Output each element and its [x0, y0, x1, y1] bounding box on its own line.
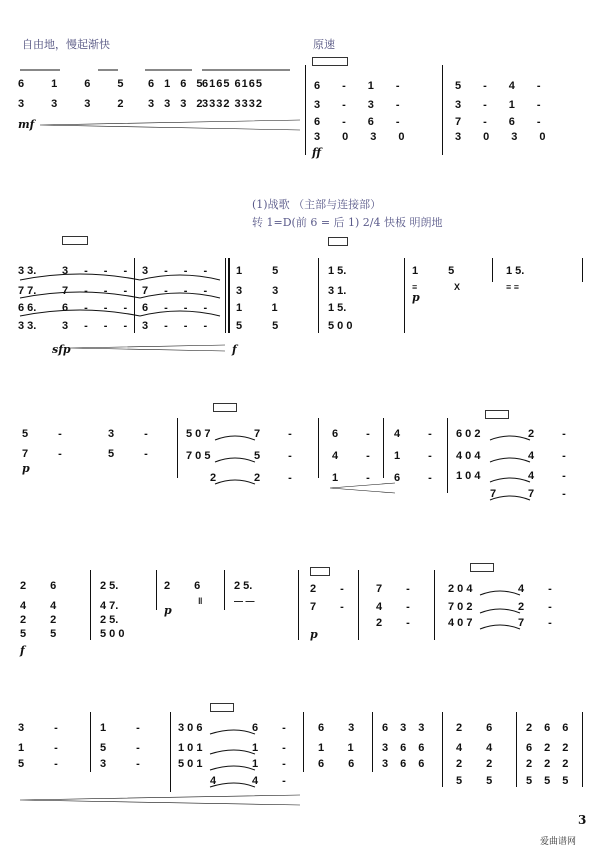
row3-v1-m4: 7- [254, 428, 320, 440]
row5-v1-m2: 1- [100, 722, 170, 734]
row2-v1-m7: 1 5. [506, 265, 525, 277]
row3-v2-m6: 1- [394, 450, 460, 462]
row3-v3-m5: 1- [332, 472, 398, 484]
row5-v2-m3: 1 0 1 [178, 742, 203, 754]
row2-v4-m3: 3--- [142, 320, 224, 332]
row5-v1-m6: 633 [382, 722, 437, 734]
row3-v2-m2: 5- [108, 448, 178, 460]
dynamic-sfp: sfp [52, 343, 71, 356]
row5-v3-m2: 3- [100, 758, 170, 770]
dynamic-f: f [20, 644, 25, 657]
row4-v2-m6: 4- [376, 601, 434, 613]
row5-v2-m8: 622 [526, 742, 581, 754]
row3-v3-m3: 2 [210, 472, 217, 484]
row4-v3-m7: 4 0 7 [448, 617, 473, 629]
dynamic-p: p [310, 628, 318, 641]
row5-v3-m6: 366 [382, 758, 437, 770]
row4-v1-m6: 7- [376, 583, 434, 595]
dynamic-f: f [232, 343, 237, 356]
row1-m4-v1: 6-1- [314, 80, 422, 92]
tempo-marking-left: 自由地，慢起渐快 [22, 38, 110, 51]
row5-v3-m5: 66 [318, 758, 379, 770]
row2-v3-m5: 1 5. [328, 302, 347, 314]
row3-v4-m8: 7- [528, 488, 594, 500]
row4-v2-m2: 4 7. [100, 600, 119, 612]
row2-x-mark: X [454, 282, 461, 292]
row2-tremolo-2: ≡ ≡ [506, 282, 520, 292]
row4-v2-m7: 7 0 2 [448, 601, 473, 613]
row2-v2-m1: 7 7. [18, 285, 37, 297]
row4-v4-m2: 5 0 0 [100, 628, 125, 640]
row4-tremolo-2: — — [234, 596, 255, 606]
row5-v1-m5: 63 [318, 722, 379, 734]
row2-v2-m5: 3 1. [328, 285, 347, 297]
row5-v3-m3: 5 0 1 [178, 758, 203, 770]
row4-v1-m1: 26 [20, 580, 81, 592]
row4-v3-m6: 2- [376, 617, 434, 629]
row2-v1-m2: 3--- [62, 265, 144, 277]
row3-v2-m5: 4- [332, 450, 398, 462]
row4-v1-m2: 2 5. [100, 580, 119, 592]
row1-m5-v4: 3030 [455, 131, 568, 143]
row5-v2-m5: 11 [318, 742, 378, 754]
row3-v1-m3: 5 0 7 [186, 428, 211, 440]
row2-v3-m2: 6--- [62, 302, 144, 314]
row2-v1-m5: 1 5. [328, 265, 347, 277]
row1-m5-v2: 3-1- [455, 99, 563, 111]
row3-v2-m4: 5- [254, 450, 320, 462]
row5-v2-m4: 1- [252, 742, 310, 754]
row2-v4-m4: 55 [236, 320, 309, 332]
row3-v3-m6: 6- [394, 472, 460, 484]
row5-v2-m2: 5- [100, 742, 170, 754]
row1-voice2-m3: 3332 3332 [202, 98, 263, 110]
row2-v1-m6: 15 [412, 265, 485, 277]
row4-v1-m3: 26 [164, 580, 225, 592]
row2-v1-m1: 3 3. [18, 265, 37, 277]
row3-v1-m6: 4- [394, 428, 460, 440]
row2-v4-m2: 3--- [62, 320, 144, 332]
dynamic-p: p [412, 291, 420, 304]
row5-v2-m7: 44 [456, 742, 517, 754]
row5-v1-m3: 3 0 6 [178, 722, 203, 734]
row5-v4-m8: 555 [526, 775, 581, 787]
row4-v2-m8: 2- [518, 601, 576, 613]
row4-v1-m4: 2 5. [234, 580, 253, 592]
row4-v4-m1: 55 [20, 628, 81, 640]
row5-v3-m4: 1- [252, 758, 310, 770]
row1-m4-v2: 3-3- [314, 99, 422, 111]
row3-v3-m8: 4- [528, 470, 594, 482]
row3-v1-m1: 5- [22, 428, 92, 440]
row3-v1-m7: 6 0 2 [456, 428, 481, 440]
row5-v4-m7: 55 [456, 775, 517, 787]
row4-v2-m1: 44 [20, 600, 81, 612]
row4-tremolo: ‖ [198, 596, 203, 606]
row2-v2-m2: 7--- [62, 285, 144, 297]
row1-m4-v4: 3030 [314, 131, 427, 143]
row5-v1-m4: 6- [252, 722, 310, 734]
row1-voice2-m1: 3332 [18, 98, 151, 110]
row4-v1-m5: 2- [310, 583, 368, 595]
row2-v1-m4: 15 [236, 265, 309, 277]
row4-v3-m8: 7- [518, 617, 576, 629]
row5-v4-m4: 4- [252, 775, 310, 787]
row4-v3-m1: 22 [20, 614, 81, 626]
row5-v1-m1: 3- [18, 722, 88, 734]
row3-v2-m7: 4 0 4 [456, 450, 481, 462]
row2-tremolo: ≡ [412, 282, 418, 292]
row2-v3-m3: 6--- [142, 302, 224, 314]
row5-v2-m1: 1- [18, 742, 88, 754]
row1-m5-v1: 5-4- [455, 80, 563, 92]
row3-v1-m2: 3- [108, 428, 178, 440]
dynamic-mf: mf [18, 118, 35, 131]
row1-m4-v3: 6-6- [314, 116, 422, 128]
row2-v1-m3: 3--- [142, 265, 224, 277]
row3-v2-m1: 7- [22, 448, 92, 460]
row4-v1-m7: 2 0 4 [448, 583, 473, 595]
row1-voice1-m2: 6165 [148, 78, 213, 90]
row2-v2-m3: 7--- [142, 285, 224, 297]
row1-m5-v3: 7-6- [455, 116, 563, 128]
row5-v3-m7: 22 [456, 758, 517, 770]
row3-v3-m4: 2- [254, 472, 320, 484]
page-number: 3 [578, 813, 587, 827]
key-change: 转 1=D(前 6 = 后 1) 2/4 快板 明朗地 [252, 216, 443, 229]
row4-v1-m8: 4- [518, 583, 576, 595]
row2-v3-m1: 6 6. [18, 302, 37, 314]
watermark: 爱曲谱网 [540, 837, 577, 847]
row4-v2-m5: 7- [310, 601, 368, 613]
row3-v2-m3: 7 0 5 [186, 450, 211, 462]
row3-v3-m7: 1 0 4 [456, 470, 481, 482]
row2-v2-m4: 33 [236, 285, 309, 297]
row5-v3-m1: 5- [18, 758, 88, 770]
dynamic-p: p [164, 604, 172, 617]
dynamic-ff: ff [312, 146, 322, 159]
dynamic-p: p [22, 462, 30, 475]
row3-v2-m8: 4- [528, 450, 594, 462]
row5-v3-m8: 222 [526, 758, 581, 770]
section-title: (1)战歌 （主部与连接部） [252, 198, 382, 211]
tempo-marking-right: 原速 [313, 38, 335, 51]
row5-v1-m8: 266 [526, 722, 581, 734]
row2-v3-m4: 11 [236, 302, 308, 314]
row3-v1-m5: 6- [332, 428, 398, 440]
row5-v1-m7: 26 [456, 722, 517, 734]
row5-v2-m6: 366 [382, 742, 437, 754]
row3-v4-m7: 7 [490, 488, 497, 500]
row1-voice1-m3: 6165 6165 [202, 78, 263, 90]
row1-voice2-m2: 3332 [148, 98, 213, 110]
row4-v3-m2: 2 5. [100, 614, 119, 626]
row5-v4-m3: 4 [210, 775, 217, 787]
row3-v1-m8: 2- [528, 428, 594, 440]
row1-voice1-m1: 6165 [18, 78, 151, 90]
row2-v4-m5: 5 0 0 [328, 320, 353, 332]
row2-v4-m1: 3 3. [18, 320, 37, 332]
